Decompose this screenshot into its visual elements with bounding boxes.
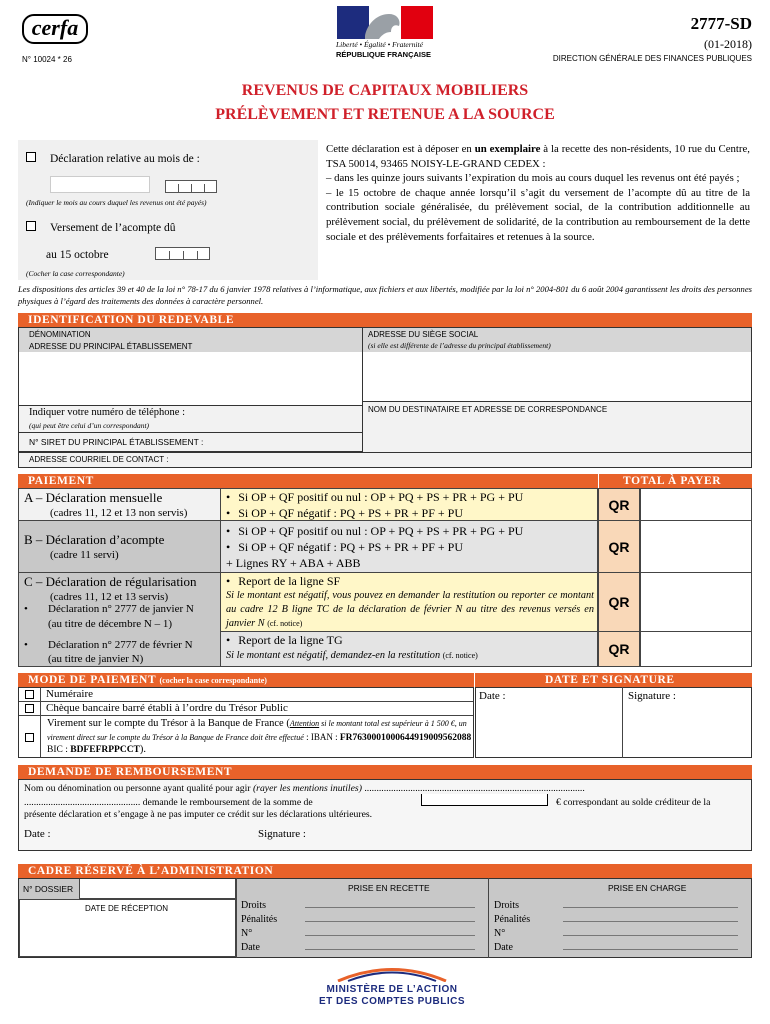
paiement-c-sub: (cadres 11, 12 et 13 servis) bbox=[50, 591, 169, 603]
mode-opt3-label: Virement sur le compte du Trésor à la Banque de France (Attention si le montant total est supérieur à 1 500 €, un virement direct sur le compte du Trésor à la Banque de France doit être effectué : IBAN : FR7630001000644919009562088 BIC : BDFEFRPPCCT). bbox=[40, 718, 472, 757]
paiement-c-title: C – Déclaration de régularisation bbox=[24, 574, 197, 589]
date-label[interactable]: Date : bbox=[479, 690, 506, 702]
paiement-c-item2: Déclaration n° 2777 de février N bbox=[48, 639, 193, 651]
date-signature-divider bbox=[622, 687, 623, 758]
remboursement-date[interactable]: Date : bbox=[24, 828, 51, 840]
versement-label: Versement de l’acompte dû bbox=[50, 222, 176, 234]
date-signature-bar: DATE ET SIGNATURE bbox=[475, 673, 752, 687]
date-signature-frame bbox=[475, 687, 752, 758]
paiement-b-total-field[interactable] bbox=[640, 521, 752, 573]
paiement-c-tg-total-field[interactable] bbox=[640, 632, 752, 667]
denomination-field[interactable] bbox=[19, 352, 362, 406]
recette-row-penalites: Pénalités bbox=[241, 914, 278, 925]
cerfa-logo bbox=[22, 14, 88, 44]
charge-line-droits[interactable] bbox=[563, 907, 738, 908]
remboursement-line2-end: € correspondant au solde créditeur de la bbox=[556, 797, 711, 808]
ministere-line1: MINISTÈRE DE L’ACTION bbox=[326, 984, 458, 995]
ministere-logo bbox=[308, 962, 476, 1010]
admin-divider-1 bbox=[236, 878, 237, 958]
recette-row-date: Date bbox=[241, 942, 260, 953]
total-bar: TOTAL À PAYER bbox=[599, 474, 752, 488]
recette-line-droits[interactable] bbox=[305, 907, 475, 908]
cerfa-logo-text: cerfa bbox=[31, 15, 79, 40]
paiement-bar: PAIEMENT bbox=[18, 474, 598, 488]
recette-line-numero[interactable] bbox=[305, 935, 475, 936]
paiement-b-line2: • Si OP + QF négatif : PQ + PS + PR + PF + PU bbox=[226, 540, 463, 555]
charge-row-date: Date bbox=[494, 942, 513, 953]
paiement-a-line2: • Si OP + QF négatif : PQ + PS + PR + PF + PU bbox=[226, 506, 463, 521]
courriel-label: ADRESSE COURRIEL DE CONTACT : bbox=[29, 455, 169, 464]
paiement-c-tg-note: Si le montant est négatif, demandez-en la restitution (cf. notice) bbox=[226, 650, 478, 661]
instructions-bullet1: – dans les quinze jours suivants l’expiration du mois au cours duquel les revenus ont été payés ; bbox=[326, 172, 740, 185]
signature-label[interactable]: Signature : bbox=[628, 690, 676, 702]
paiement-b-line1: • Si OP + QF positif ou nul : OP + PQ + PS + PR + PG + PU bbox=[226, 524, 523, 539]
paiement-a-title: A – Déclaration mensuelle bbox=[24, 490, 163, 505]
remboursement-line2: ................................................ demande le remboursement de la somme de bbox=[24, 797, 313, 808]
adresse-siege-hint: (si elle est différente de l’adresse du principal établissement) bbox=[368, 341, 551, 350]
charge-line-date[interactable] bbox=[563, 949, 738, 950]
prise-charge-label: PRISE EN CHARGE bbox=[608, 883, 687, 893]
marianne-logo bbox=[337, 6, 433, 39]
charge-row-droits: Droits bbox=[494, 900, 519, 911]
identification-bar: IDENTIFICATION DU REDEVABLE bbox=[18, 313, 752, 327]
remboursement-signature[interactable]: Signature : bbox=[258, 828, 306, 840]
mode-left-border bbox=[40, 688, 41, 757]
mode-opt2-checkbox[interactable] bbox=[25, 704, 34, 713]
form-date: (01-2018) bbox=[704, 37, 752, 51]
charge-row-penalites: Pénalités bbox=[494, 914, 531, 925]
recette-line-date[interactable] bbox=[305, 949, 475, 950]
paiement-c-item2-sub: (au titre de janvier N) bbox=[48, 653, 144, 665]
mode-opt2-label: Chèque bancaire barré établi à l’ordre du Trésor Public bbox=[46, 702, 288, 714]
remboursement-bar: DEMANDE DE REMBOURSEMENT bbox=[18, 765, 752, 779]
remboursement-line1: Nom ou dénomination ou personne ayant qualité pour agir (rayer les mentions inutiles) ........................................................................................... bbox=[24, 783, 585, 794]
form-code: 2777-SD bbox=[690, 14, 752, 33]
declaration-hint: (Indiquer le mois au cours duquel les revenus ont été payés) bbox=[26, 198, 207, 207]
siege-field[interactable] bbox=[362, 352, 751, 402]
paiement-a-total-field[interactable] bbox=[640, 488, 752, 521]
recette-row-droits: Droits bbox=[241, 900, 266, 911]
recette-row-numero: N° bbox=[241, 928, 253, 939]
cocher-hint: (Cocher la case correspondante) bbox=[26, 269, 125, 278]
versement-date: au 15 octobre bbox=[46, 249, 109, 261]
destinataire-label: NOM DU DESTINATAIRE ET ADRESSE DE CORRESPONDANCE bbox=[368, 405, 608, 414]
paiement-c-bullet2: • bbox=[24, 639, 28, 651]
dossier-field[interactable] bbox=[79, 879, 236, 899]
dossier-label: N° DOSSIER bbox=[23, 884, 74, 894]
denomination-label: DÉNOMINATION bbox=[29, 330, 91, 339]
paiement-b-qr: QR bbox=[598, 521, 640, 573]
republique-label: RÉPUBLIQUE FRANÇAISE bbox=[336, 50, 432, 59]
charge-line-penalites[interactable] bbox=[563, 921, 738, 922]
page-title-line1: REVENUS DE CAPITAUX MOBILIERS bbox=[241, 82, 529, 99]
ministere-line2: ET DES COMPTES PUBLICS bbox=[318, 996, 465, 1007]
recette-line-penalites[interactable] bbox=[305, 921, 475, 922]
paiement-c-sf-note: Si le montant est négatif, vous pouvez en demander la restitution ou reporter ce montant au cadre 12 B ligne TC de la déclaration de février N au titre des revenus versés en janvier N (cf. notice) bbox=[226, 590, 594, 629]
admin-divider-2 bbox=[488, 878, 489, 958]
paiement-b-sub: (cadre 11 servi) bbox=[50, 549, 119, 561]
paiement-c-tg-qr: QR bbox=[598, 632, 640, 667]
direction-label: DIRECTION GÉNÉRALE DES FINANCES PUBLIQUES bbox=[552, 54, 752, 63]
date-reception-label: DATE DE RÉCEPTION bbox=[85, 904, 168, 913]
paiement-c-tg-line: • Report de la ligne TG bbox=[226, 633, 343, 648]
paiement-b-title: B – Déclaration d’acompte bbox=[24, 532, 165, 547]
remboursement-amount-field[interactable] bbox=[421, 794, 548, 806]
telephone-label: Indiquer votre numéro de téléphone : bbox=[29, 407, 185, 418]
instructions-intro: Cette déclaration est à déposer en un exemplaire à la recette des non-résidents, 10 rue du Centre, TSA 50014, 93465 NOISY-LE-GRAND CEDEX : bbox=[326, 143, 750, 170]
mode-paiement-bar: MODE DE PAIEMENT (cocher la case correspondante) bbox=[18, 673, 474, 687]
paiement-a-line1: • Si OP + QF positif ou nul : OP + PQ + PS + PR + PG + PU bbox=[226, 490, 523, 505]
versement-checkbox[interactable] bbox=[26, 221, 36, 231]
paiement-c-sf-line: • Report de la ligne SF bbox=[226, 574, 340, 589]
declaration-label: Déclaration relative au mois de : bbox=[50, 153, 200, 165]
administration-bar: CADRE RÉSERVÉ À L’ADMINISTRATION bbox=[18, 864, 752, 878]
ministere-arc-icon bbox=[308, 962, 476, 982]
paiement-c-sf-total-field[interactable] bbox=[640, 573, 752, 632]
mode-opt3-checkbox[interactable] bbox=[25, 733, 34, 742]
adresse-principal-label: ADRESSE DU PRINCIPAL ÉTABLISSEMENT bbox=[29, 342, 193, 351]
remboursement-line3: présente déclaration et s’engage à ne pas imputer ce crédit sur les déclarations ultérieures. bbox=[24, 809, 373, 820]
charge-row-numero: N° bbox=[494, 928, 506, 939]
instructions-block bbox=[326, 142, 750, 244]
legal-notice: Les dispositions des articles 39 et 40 de la loi n° 78-17 du 6 janvier 1978 relatives à l’informatique, aux fichiers et aux libertés, modifiée par la loi n° 2004-801 du 6 août 2004 garantissent les droits des personnes physiques à l’égard des traitements des données à caractère personnel. bbox=[18, 284, 752, 306]
telephone-hint: (qui peut être celui d’un correspondant) bbox=[29, 421, 150, 430]
paiement-c-item1-sub: (au titre de décembre N – 1) bbox=[48, 618, 172, 630]
declaration-checkbox[interactable] bbox=[26, 152, 36, 162]
paiement-b-line3: + Lignes RY + ABA + ABB bbox=[226, 556, 361, 570]
siret-label: N° SIRET DU PRINCIPAL ÉTABLISSEMENT : bbox=[29, 437, 204, 447]
mode-opt1-label: Numéraire bbox=[46, 688, 94, 700]
republique-motto: Liberté • Égalité • Fraternité bbox=[336, 40, 423, 49]
instructions-bullet2: – le 15 octobre de chaque année lorsqu’il s’agit du versement de l’acompte dû au titre de la contribution sociale généralisée, du prélèvement social, de la contribution additionnelle au prélèvement social, du prélèvement de solidarité, de la contribution au remboursement de la dette sociale et des prélèvements forfaitaires et retenues à la source. bbox=[326, 186, 750, 243]
paiement-c-bullet1: • bbox=[24, 603, 28, 615]
paiement-c-item1: Déclaration n° 2777 de janvier N bbox=[48, 603, 194, 615]
declaration-month-field[interactable] bbox=[50, 176, 150, 193]
versement-year-field[interactable] bbox=[155, 247, 210, 260]
paiement-a-qr: QR bbox=[598, 488, 640, 521]
form-number: N° 10024 * 26 bbox=[22, 55, 72, 64]
paiement-a-sub: (cadres 11, 12 et 13 non servis) bbox=[50, 507, 188, 519]
paiement-c-sf-qr: QR bbox=[598, 573, 640, 632]
mode-opt1-checkbox[interactable] bbox=[25, 690, 34, 699]
prise-recette-label: PRISE EN RECETTE bbox=[348, 883, 430, 893]
page-title-line2: PRÉLÈVEMENT ET RETENUE A LA SOURCE bbox=[215, 106, 555, 123]
declaration-year-field[interactable] bbox=[165, 180, 217, 193]
adresse-siege-label: ADRESSE DU SIÈGE SOCIAL bbox=[368, 330, 479, 339]
charge-line-numero[interactable] bbox=[563, 935, 738, 936]
